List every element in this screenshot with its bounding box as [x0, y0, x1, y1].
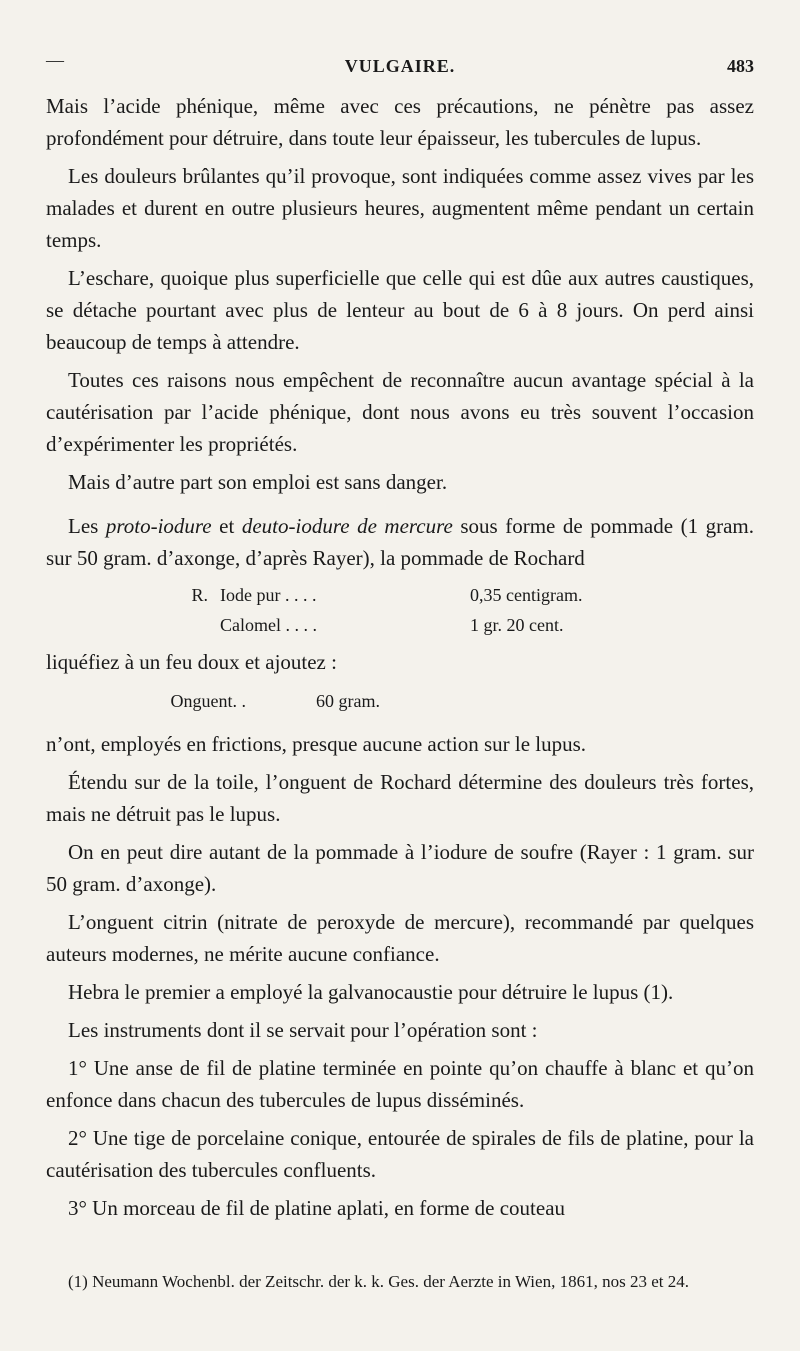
- recipe-formula: [46, 580, 754, 640]
- paragraph: 2° Une tige de porcelaine conique, entourée de spirales de fils de platine, pour la cautérisation des tubercules confluents.: [46, 1126, 754, 1182]
- paragraph: liquéfiez à un feu doux et ajoutez :: [46, 650, 337, 674]
- running-title: VULGAIRE.: [344, 56, 456, 76]
- paragraph: 1° Une anse de fil de platine terminée en pointe qu’on chauffe à blanc et qu’on enfonce dans chacun des tubercules de lupus disséminés.: [46, 1056, 754, 1112]
- footnote-text: (1) Neumann Wochenbl. der Zeitschr. der k. k. Ges. der Aerzte in Wien, 1861, nos 23 et 24.: [68, 1272, 689, 1291]
- paragraph: 3° Un morceau de fil de platine aplati, en forme de couteau: [68, 1196, 566, 1220]
- body-text: [46, 90, 754, 1230]
- paragraph: Les douleurs brûlantes qu’il provoque, sont indiquées comme assez vives par les malades et durent en outre plusieurs heures, augmentent même pendant un certain temps.: [46, 164, 754, 252]
- text-run: Les: [68, 514, 106, 538]
- paragraph: L’onguent citrin (nitrate de peroxyde de mercure), recommandé par quelques auteurs modernes, ne mérite aucune confiance.: [46, 910, 754, 966]
- paragraph: L’eschare, quoique plus superficielle que celle qui est dûe aux autres caustiques, se détache pourtant avec plus de lenteur au bout de 6 à 8 jours. On perd ainsi beaucoup de temps à attendre.: [46, 266, 754, 354]
- formula-label: [46, 610, 220, 640]
- text-run: et: [211, 514, 242, 538]
- paragraph: Mais d’autre part son emploi est sans danger.: [68, 470, 448, 494]
- running-header: [46, 50, 754, 80]
- paragraph: Les instruments dont il se servait pour l’opération sont :: [68, 1018, 538, 1042]
- formula-ingredient: Iode pur . . . .: [220, 585, 317, 605]
- paragraph: On en peut dire autant de la pommade à l’iodure de soufre (Rayer : 1 gram. sur 50 gram. d’axonge).: [46, 840, 754, 896]
- formula-ingredient: Onguent. .: [170, 691, 246, 711]
- formula-ingredient: Calomel . . . .: [220, 615, 317, 635]
- formula-quantity: 1 gr. 20 cent.: [470, 615, 564, 635]
- paragraph: Étendu sur de la toile, l’onguent de Rochard détermine des douleurs très fortes, mais ne détruit pas le lupus.: [46, 770, 754, 826]
- paragraph: [46, 510, 754, 574]
- text-run: sous forme de pommade (1 gram. sur 50 gram. d’axonge, d’après Rayer), la pommade de Rochard: [46, 514, 755, 570]
- formula-label: R.: [191, 585, 208, 605]
- paragraph: Hebra le premier a employé la galvanocaustie pour détruire le lupus (1).: [68, 980, 674, 1004]
- page-number: 483: [727, 56, 754, 76]
- header-dash: —: [46, 50, 64, 70]
- italic-term: proto-iodure: [105, 514, 212, 538]
- formula-quantity: 0,35 centigram.: [470, 585, 583, 605]
- recipe-addition: [46, 686, 754, 716]
- footnote: [46, 1270, 754, 1294]
- formula-row: [46, 610, 754, 640]
- formula-row: [46, 580, 754, 610]
- paragraph: n’ont, employés en frictions, presque aucune action sur le lupus.: [46, 732, 587, 756]
- paragraph: Toutes ces raisons nous empêchent de reconnaître aucun avantage spécial à la cautérisation par l’acide phénique, dont nous avons eu très souvent l’occasion d’expérimenter les propriétés.: [46, 368, 754, 456]
- italic-term: deuto-iodure de mercure: [241, 514, 453, 538]
- formula-quantity: 60 gram.: [316, 691, 380, 711]
- paragraph: Mais l’acide phénique, même avec ces précautions, ne pénètre pas assez profondément pour détruire, dans toute leur épaisseur, les tubercules de lupus.: [46, 94, 754, 150]
